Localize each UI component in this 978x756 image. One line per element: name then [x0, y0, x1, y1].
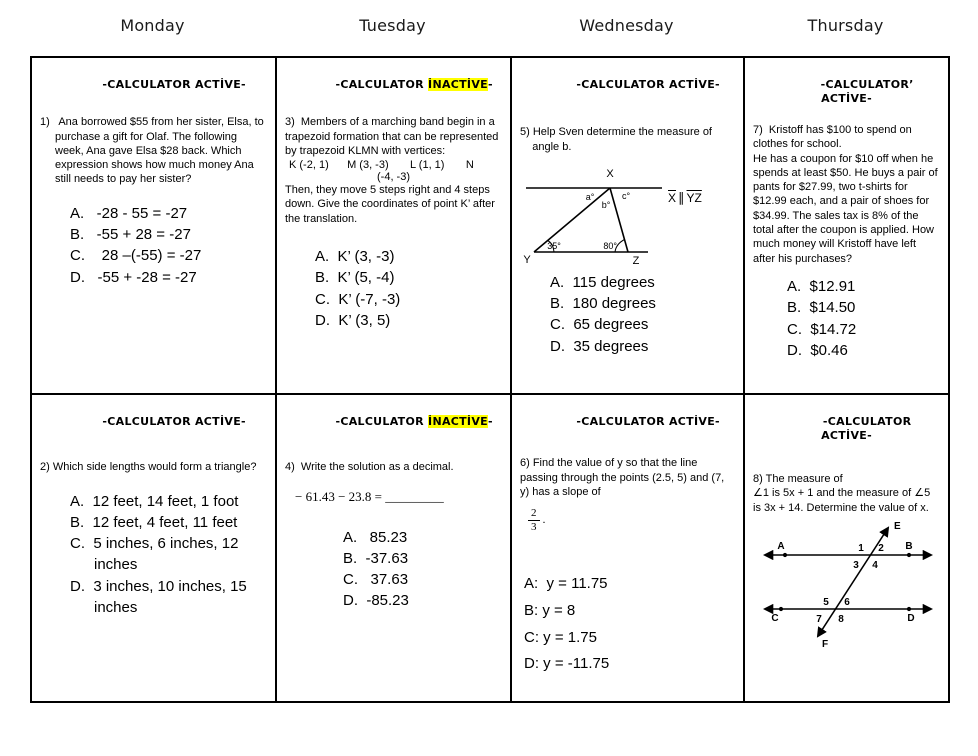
calculator-status-4	[285, 401, 502, 442]
question-7-text: 7) Kristoff has $100 to spend on clothes for school. He has a coupon for $10 off when he spends at least $50. He buys a pair of pants for $27.99, two t-shirts for $12.99 each, and a pair of shoes for $34.99. The sales tax is 8% of the total after the coupon is applied. How much money will Kristoff have left after his purchases?	[753, 124, 938, 265]
choices-7	[753, 276, 940, 361]
choice-4-d: D. -85.23	[343, 592, 409, 610]
choice-7-c: C. $14.72	[787, 320, 857, 338]
angle-a-label: a°	[585, 191, 595, 202]
segment-yz-label: $\overline{YZ}$	[686, 190, 702, 205]
choice-3-a: A. K’ (3, -3)	[315, 248, 395, 266]
angle-80-label: 80°	[603, 240, 617, 251]
choice-5-a: A. 115 degrees	[550, 273, 655, 291]
parallel-lines-diagram	[753, 517, 940, 654]
question-3-text: 3) Members of a marching band begin in a trapezoid formation that can be represented by trapezoid KLMN with vertices:	[285, 116, 502, 157]
choice-3-b: B. K’ (5, -4)	[315, 269, 395, 287]
choice-4-c: C. 37.63	[343, 571, 409, 589]
calc-label: -CALCULATOR ACTİVE-	[102, 414, 246, 428]
question-8-text: 8) The measure of ∠1 is 5x + 1 and the measure of ∠5 is 3x + 14. Determine the value of x.	[753, 473, 931, 514]
calculator-status-1	[40, 64, 267, 105]
calculator-status-7	[753, 64, 940, 119]
choices-3	[285, 246, 502, 331]
vertices-line-1: K (-2, 1) M (3, -3) L (1, 1) N	[289, 159, 474, 172]
choice-5-d: D. 35 degrees	[550, 337, 649, 355]
triangle-figure	[520, 162, 720, 266]
choice-6-c: C: y = 1.75	[524, 628, 597, 646]
choice-2-a: A. 12 feet, 14 feet, 1 foot	[70, 492, 239, 510]
calc-label-end: -	[487, 77, 493, 91]
choice-2-d: D. 3 inches, 10 inches, 15 inches	[70, 577, 251, 617]
choices-4	[285, 527, 502, 612]
choice-6-d: D: y = -11.75	[524, 655, 610, 673]
choice-2-c: C. 5 inches, 6 inches, 12 inches	[70, 535, 243, 574]
calculator-status-5	[520, 64, 735, 105]
choices-5	[520, 272, 735, 357]
fraction-numerator: 2	[528, 507, 540, 521]
calc-label: -CALCULATOR’ ACTİVE-	[820, 77, 914, 105]
cell-tuesday-2	[276, 394, 511, 702]
choice-6-a: A: y = 11.75	[524, 575, 608, 593]
day-thursday: Thursday	[807, 16, 884, 35]
choice-5-c: C. 65 degrees	[550, 316, 649, 334]
day-tuesday: Tuesday	[359, 16, 426, 35]
calculator-status-3	[285, 64, 502, 105]
calc-label: -CALCULATOR ACTİVE-	[576, 77, 720, 91]
calc-label: -CALCULATOR ACTİVE-	[821, 414, 912, 442]
question-4-text: 4) Write the solution as a decimal.	[285, 461, 454, 474]
segment-x-label: $\overline{X}$	[668, 190, 677, 205]
day-monday: Monday	[120, 16, 185, 35]
choices-6	[520, 571, 735, 678]
inactive-highlight: İNACTİVE	[428, 77, 488, 91]
angle-4-label: 4	[872, 559, 878, 571]
question-6-text: 6) Find the value of y so that the line passing through the points (2.5, 5) and (7, y) has a slope of	[520, 457, 728, 498]
calculator-status-8	[753, 401, 940, 456]
choice-7-b: B. $14.50	[787, 299, 856, 317]
choice-2-b: B. 12 feet, 4 feet, 11 feet	[70, 513, 238, 531]
choices-1	[40, 203, 267, 288]
angle-6-label: 6	[844, 596, 850, 608]
vertex-x-label: X	[606, 167, 614, 180]
cell-thursday-2	[744, 394, 949, 702]
choice-5-b: B. 180 degrees	[550, 295, 656, 313]
calc-label: -CALCULATOR	[335, 414, 429, 428]
point-f-label: F	[822, 638, 829, 649]
cell-monday-1	[31, 57, 276, 394]
calc-label: -CALCULATOR ACTİVE-	[102, 77, 246, 91]
choice-1-b: B. -55 + 28 = -27	[70, 226, 191, 244]
choice-3-d: D. K’ (3, 5)	[315, 311, 391, 329]
calc-label-end: -	[487, 414, 493, 428]
cell-tuesday-1	[276, 57, 511, 394]
choice-1-d: D. -55 + -28 = -27	[70, 268, 197, 286]
calculator-status-2	[40, 401, 267, 442]
point-b-label: B	[905, 540, 913, 552]
choice-1-c: C. 28 –(-55) = -27	[70, 247, 202, 265]
choice-7-a: A. $12.91	[787, 277, 856, 295]
choice-7-d: D. $0.46	[787, 341, 848, 359]
triangle-diagram	[520, 162, 735, 266]
choice-4-a: A. 85.23	[343, 528, 408, 546]
inactive-highlight: İNACTİVE	[428, 414, 488, 428]
calc-label: -CALCULATOR	[335, 77, 429, 91]
day-header-row	[30, 16, 948, 35]
cell-wednesday-2	[511, 394, 744, 702]
angle-c-label: c°	[621, 190, 631, 201]
fraction	[528, 507, 540, 533]
angle-8-label: 8	[838, 613, 844, 625]
angle-3-label: 3	[853, 559, 859, 571]
choice-1-a: A. -28 - 55 = -27	[70, 204, 188, 222]
cell-wednesday-1	[511, 57, 744, 394]
parallel-notation	[668, 190, 702, 206]
parallel-lines-figure	[753, 517, 943, 649]
vertex-y-label: Y	[523, 253, 531, 266]
angle-b-label: b°	[601, 199, 611, 210]
slope-fraction	[528, 507, 735, 533]
day-wednesday: Wednesday	[579, 16, 674, 35]
angle-1-label: 1	[858, 542, 864, 554]
calc-label: -CALCULATOR ACTİVE-	[576, 414, 720, 428]
vertex-z-label: Z	[632, 254, 640, 266]
vertices-line-2: (-4, -3)	[377, 171, 410, 184]
angle-2-label: 2	[878, 542, 884, 554]
point-e-label: E	[894, 520, 901, 532]
cell-thursday-1	[744, 57, 949, 394]
equation: − 61.43 − 23.8 = _________	[295, 488, 444, 504]
question-3-text-2: Then, they move 5 steps right and 4 steps down. Give the coordinates of point K’ after the translation.	[285, 184, 498, 225]
fraction-period: .	[539, 512, 546, 527]
choice-6-b: B: y = 8	[524, 602, 576, 620]
choices-2	[40, 491, 267, 619]
worksheet-grid	[30, 56, 950, 703]
choice-3-c: C. K’ (-7, -3)	[315, 290, 401, 308]
fraction-denominator: 3	[531, 520, 537, 533]
parallel-symbol: ∥	[678, 189, 685, 205]
question-1-text: 1) Ana borrowed $55 from her sister, Elsa, to purchase a gift for Olaf. The following week, Ana gave Elsa $28 back. Which expression shows how much money Ana still needs to pay her sister?	[40, 116, 267, 186]
point-a-label: A	[777, 540, 785, 552]
calculator-status-6	[520, 401, 735, 442]
angle-5-label: 5	[823, 596, 829, 608]
cell-monday-2	[31, 394, 276, 702]
angle-7-label: 7	[816, 613, 822, 625]
question-2-text: 2) Which side lengths would form a triangle?	[40, 461, 257, 474]
point-d-label: D	[907, 612, 915, 624]
question-5-text: 5) Help Sven determine the measure of angle b.	[520, 126, 712, 153]
point-c-label: C	[771, 612, 779, 624]
angle-35-label: 35°	[547, 240, 561, 251]
choice-4-b: B. -37.63	[343, 549, 409, 567]
